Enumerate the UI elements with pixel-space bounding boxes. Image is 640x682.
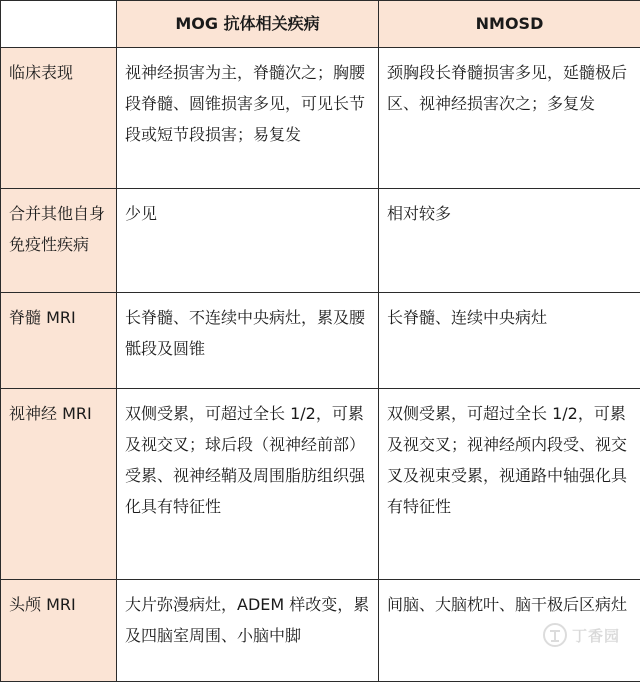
nmosd-cell: 双侧受累，可超过全长 1/2，可累及视交叉；视神经颅内段受、视交叉及视束受累，视通路中轴强化具有特征性 [379,389,640,580]
watermark-text: 丁香园 [572,625,620,646]
table-row [1,389,640,580]
nmosd-cell: 颈胸段长脊髓损害多见，延髓极后区、视神经损害次之；多复发 [379,48,640,189]
mog-cell: 大片弥漫病灶，ADEM 样改变，累及四脑室周围、小脑中脚 [117,580,379,682]
row-label: 临床表现 [1,48,117,189]
table-row [1,48,640,189]
row-label: 脊髓 MRI [1,293,117,389]
header-nmosd: NMOSD [379,1,640,48]
nmosd-cell: 相对较多 [379,189,640,293]
nmosd-cell: 长脊髓、连续中央病灶 [379,293,640,389]
row-label: 合并其他自身免疫性疾病 [1,189,117,293]
header-mog: MOG 抗体相关疾病 [117,1,379,48]
row-label: 视神经 MRI [1,389,117,580]
header-corner-cell [1,1,117,48]
nmosd-cell: 间脑、大脑枕叶、脑干极后区病灶 [379,580,640,682]
table-header-row [1,1,640,48]
table-row [1,189,640,293]
mog-cell: 双侧受累，可超过全长 1/2，可累及视交叉；球后段（视神经前部）受累、视神经鞘及周围脂肪组织强化具有特征性 [117,389,379,580]
mog-cell: 视神经损害为主，脊髓次之；胸腰段脊髓、圆锥损害多见，可见长节段或短节段损害；易复发 [117,48,379,189]
table-row [1,580,640,682]
mog-cell: 长脊髓、不连续中央病灶，累及腰骶段及圆锥 [117,293,379,389]
row-label: 头颅 MRI [1,580,117,682]
mog-cell: 少见 [117,189,379,293]
table-row [1,293,640,389]
